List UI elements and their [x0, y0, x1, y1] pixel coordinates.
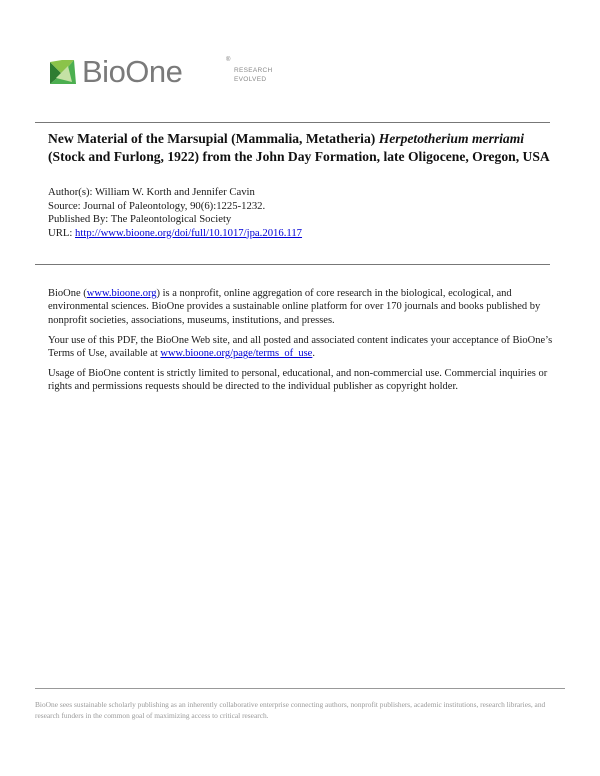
article-title: [48, 130, 553, 166]
middle-divider: [35, 264, 550, 265]
footer-divider: [35, 688, 565, 689]
top-divider: [35, 122, 550, 123]
notice-p2-start: Your use of this PDF, the BioOne Web site, and all posted and associated content indicates your acceptance of BioOne’s Terms of Use, available at: [48, 334, 553, 360]
publisher-line: [48, 213, 553, 227]
source-line: [48, 200, 553, 214]
notice-p1-start: BioOne (: [48, 288, 87, 299]
notice-paragraph-3: Usage of BioOne content is strictly limited to personal, educational, and non-commercial use. Commercial inquiries or rights and permissions requests should be directed to the individual publisher as copyright holder.: [48, 368, 548, 393]
authors-label: Author(s):: [48, 186, 96, 198]
logo-registered-mark: ®: [226, 57, 231, 63]
title-part2: (Stock and Furlong, 1922) from the John Day Formation, late Oligocene, Oregon, USA: [48, 149, 550, 164]
title-part1: New Material of the Marsupial (Mammalia, Metatheria): [48, 131, 379, 146]
authors-value: William W. Korth and Jennifer Cavin: [95, 186, 255, 198]
source-value: Journal of Paleontology, 90(6):1225-1232.: [83, 199, 266, 212]
bioone-leaf-icon: [48, 56, 78, 86]
notice-paragraph-2: [48, 334, 563, 361]
footer-text: BioOne sees sustainable scholarly publishing as an inherently collaborative enterprise connecting authors, nonprofit publishers, academic institutions, research libraries, and research funders in the common goal of maximizing access to critical research.: [35, 700, 546, 720]
logo-tagline-line2: EVOLVED: [234, 76, 267, 83]
title-species: Herpetotherium merriami: [378, 131, 525, 146]
logo-tagline: [234, 66, 273, 84]
article-url-link[interactable]: http://www.bioone.org/doi/full/10.1017/jpa.2016.117: [75, 226, 303, 239]
logo-tagline-line1: RESEARCH: [234, 67, 273, 74]
bioone-home-link[interactable]: www.bioone.org: [86, 288, 157, 299]
bioone-logo: [48, 54, 273, 98]
url-label: URL:: [48, 226, 76, 239]
url-line: [48, 227, 553, 241]
notice-p1-end: ) is a nonprofit, online aggregation of core research in the biological, ecological, and environmental sciences. BioOne provides a sustainable online platform for over 170 journals and books published by nonprofit societies, associations, museums, institutions, and presses.: [48, 288, 541, 326]
source-label: Source:: [48, 199, 84, 212]
terms-of-use-link[interactable]: www.bioone.org/page/terms_of_use: [160, 348, 313, 360]
notice-p2-end: .: [312, 348, 315, 360]
bioone-notice: [48, 287, 563, 400]
authors-line: [48, 186, 553, 200]
article-metadata: [48, 186, 553, 240]
publisher-label: Published By:: [48, 213, 111, 225]
notice-paragraph-1: [48, 287, 563, 327]
logo-wordmark: BioOne: [82, 54, 183, 89]
publisher-value: The Paleontological Society: [110, 213, 232, 225]
